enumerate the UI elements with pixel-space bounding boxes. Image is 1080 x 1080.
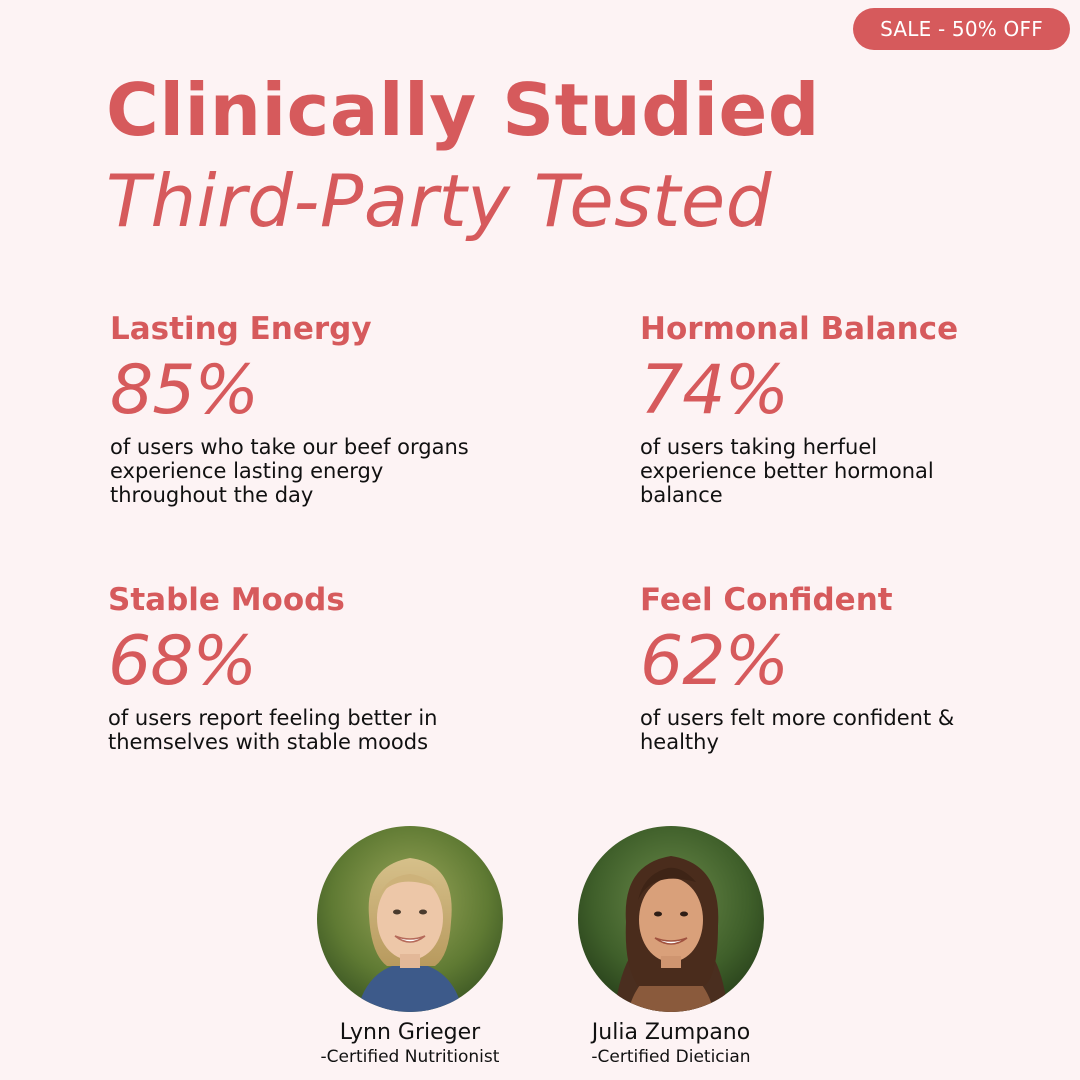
- stat-feel-confident: [640, 580, 1040, 754]
- avatar: [578, 826, 764, 1012]
- portrait-photo: [578, 826, 764, 1012]
- stat-stable-moods: [108, 580, 508, 754]
- stat-heading: Lasting Energy: [110, 311, 372, 347]
- expert-title: -Certified Nutritionist: [320, 1047, 500, 1067]
- stat-heading: Feel Confident: [640, 582, 893, 618]
- stat-lasting-energy: [110, 309, 510, 507]
- expert-lynn-grieger: [280, 826, 540, 1068]
- expert-julia-zumpano: [541, 826, 801, 1068]
- stat-description: of users report feeling better in themselves with stable moods: [108, 706, 438, 754]
- headline-third-party-tested: Third-Party Tested: [106, 159, 772, 243]
- expert-name: Lynn Grieger: [339, 1020, 481, 1045]
- stat-hormonal-balance: [640, 309, 1040, 507]
- sale-badge: SALE - 50% OFF: [853, 8, 1070, 50]
- stat-percentage: 74%: [640, 351, 789, 430]
- headline-clinically-studied: Clinically Studied: [106, 68, 820, 152]
- stat-heading: Stable Moods: [108, 582, 345, 618]
- stat-description: of users taking herfuel experience better hormonal balance: [640, 435, 934, 507]
- stat-percentage: 68%: [108, 622, 257, 701]
- stat-description: of users felt more confident & healthy: [640, 706, 955, 754]
- stat-description: of users who take our beef organs experience lasting energy throughout the day: [110, 435, 469, 507]
- expert-name: Julia Zumpano: [591, 1020, 751, 1045]
- avatar: [317, 826, 503, 1012]
- stat-percentage: 62%: [640, 622, 789, 701]
- portrait-photo: [317, 826, 503, 1012]
- stat-heading: Hormonal Balance: [640, 311, 959, 347]
- stat-percentage: 85%: [110, 351, 259, 430]
- expert-title: -Certified Dietician: [591, 1047, 751, 1067]
